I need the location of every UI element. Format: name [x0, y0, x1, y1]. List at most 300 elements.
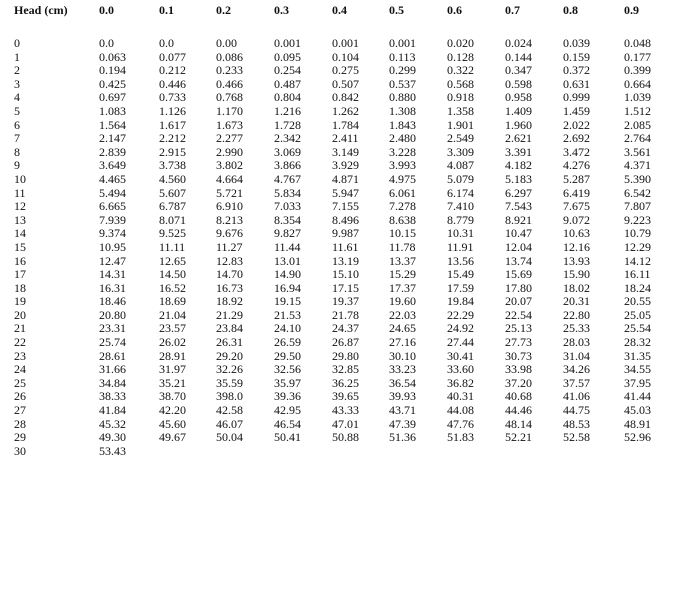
value-cell: 15.49: [447, 267, 474, 282]
value-cell: 6.910: [216, 199, 243, 214]
value-cell: 4.664: [216, 171, 243, 186]
value-cell: 5.079: [447, 171, 474, 186]
value-cell: 18.46: [99, 294, 126, 309]
value-cell: 2.549: [447, 131, 474, 146]
value-cell: 3.391: [505, 144, 532, 159]
value-cell: 39.36: [274, 389, 301, 404]
value-cell: 9.987: [332, 226, 359, 241]
value-cell: 2.480: [389, 131, 416, 146]
value-cell: 14.31: [99, 267, 126, 282]
value-cell: 24.10: [274, 321, 301, 336]
value-cell: 1.728: [274, 117, 301, 132]
value-cell: 47.39: [389, 416, 416, 431]
value-cell: 0.768: [216, 90, 243, 105]
value-cell: 14.90: [274, 267, 301, 282]
value-cell: 25.05: [624, 307, 651, 322]
table-row: [14, 418, 674, 432]
value-cell: 15.29: [389, 267, 416, 282]
table-row: [14, 119, 674, 133]
value-cell: 2.621: [505, 131, 532, 146]
value-cell: 19.84: [447, 294, 474, 309]
value-cell: 36.54: [389, 375, 416, 390]
table-row: [14, 445, 674, 459]
value-cell: 28.61: [99, 348, 126, 363]
value-cell: 25.33: [563, 321, 590, 336]
value-cell: 1.901: [447, 117, 474, 132]
value-cell: 51.36: [389, 430, 416, 445]
value-cell: 2.411: [332, 131, 359, 146]
value-cell: 0.425: [99, 76, 126, 91]
header-col-1: 0.0: [99, 3, 114, 17]
value-cell: 40.31: [447, 389, 474, 404]
value-cell: 6.297: [505, 185, 532, 200]
table-row: [14, 78, 674, 92]
value-cell: 1.843: [389, 117, 416, 132]
value-cell: 44.46: [505, 403, 532, 418]
value-cell: 2.839: [99, 144, 126, 159]
value-cell: 1.564: [99, 117, 126, 132]
value-cell: 11.11: [159, 239, 186, 254]
value-cell: 16.94: [274, 280, 301, 295]
value-cell: [159, 445, 216, 459]
value-cell: 25.74: [99, 335, 126, 350]
value-cell: 11.91: [447, 239, 474, 254]
value-cell: 0.233: [216, 63, 243, 78]
value-cell: 22.03: [389, 307, 416, 322]
value-cell: 10.47: [505, 226, 532, 241]
value-cell: 1.459: [563, 103, 590, 118]
value-cell: 51.83: [447, 430, 474, 445]
value-cell: [563, 445, 624, 459]
value-cell: 26.87: [332, 335, 359, 350]
row-head-cell: 30: [14, 443, 26, 458]
value-cell: 14.70: [216, 267, 243, 282]
value-cell: 46.07: [216, 416, 243, 431]
value-cell: 0.399: [624, 63, 651, 78]
row-head-cell: 0: [14, 36, 20, 50]
value-cell: 1.784: [332, 117, 359, 132]
value-cell: 3.472: [563, 144, 590, 159]
table-row: [14, 336, 674, 350]
value-cell: 0.537: [389, 76, 416, 91]
value-cell: 15.10: [332, 267, 359, 282]
table-row: [14, 187, 674, 201]
value-cell: 4.087: [447, 158, 474, 173]
value-cell: 8.354: [274, 212, 301, 227]
value-cell: 9.676: [216, 226, 243, 241]
value-cell: 1.308: [389, 103, 416, 118]
value-cell: 50.41: [274, 430, 301, 445]
value-cell: 0.063: [99, 49, 126, 64]
value-cell: 3.738: [159, 158, 186, 173]
value-cell: 0.347: [505, 63, 532, 78]
value-cell: 26.59: [274, 335, 301, 350]
table-row: [14, 91, 674, 105]
value-cell: 12.83: [216, 253, 243, 268]
value-cell: 30.73: [505, 348, 532, 363]
value-cell: 9.223: [624, 212, 651, 227]
value-cell: 3.228: [389, 144, 416, 159]
value-cell: 18.69: [159, 294, 186, 309]
value-cell: 18.92: [216, 294, 243, 309]
row-head-cell: 4: [14, 90, 20, 105]
table-row: [14, 241, 674, 255]
value-cell: 9.374: [99, 226, 126, 241]
value-cell: 3.802: [216, 158, 243, 173]
value-cell: 31.04: [563, 348, 590, 363]
value-cell: 0.095: [274, 49, 301, 64]
value-cell: 25.13: [505, 321, 532, 336]
value-cell: 31.66: [99, 362, 126, 377]
table-row: [14, 146, 674, 160]
value-cell: 1.126: [159, 103, 186, 118]
header-row: [14, 4, 674, 19]
value-cell: 49.30: [99, 430, 126, 445]
value-cell: 37.20: [505, 375, 532, 390]
value-cell: 0.999: [563, 90, 590, 105]
value-cell: 46.54: [274, 416, 301, 431]
value-cell: 7.807: [624, 199, 651, 214]
value-cell: 0.631: [563, 76, 590, 91]
value-cell: [447, 445, 505, 459]
value-cell: 10.63: [563, 226, 590, 241]
value-cell: 18.02: [563, 280, 590, 295]
value-cell: 33.60: [447, 362, 474, 377]
value-cell: 4.560: [159, 171, 186, 186]
table-header: [14, 4, 674, 19]
value-cell: 0.372: [563, 63, 590, 78]
value-cell: 12.65: [159, 253, 186, 268]
value-cell: 8.638: [389, 212, 416, 227]
value-cell: 4.465: [99, 171, 126, 186]
value-cell: 1.216: [274, 103, 301, 118]
value-cell: 26.02: [159, 335, 186, 350]
value-cell: 50.88: [332, 430, 359, 445]
row-head-cell: 5: [14, 103, 20, 118]
value-cell: 41.06: [563, 389, 590, 404]
value-cell: 13.56: [447, 253, 474, 268]
value-cell: 21.53: [274, 307, 301, 322]
value-cell: 35.21: [159, 375, 186, 390]
value-cell: 20.07: [505, 294, 532, 309]
value-cell: 0.697: [99, 90, 126, 105]
value-cell: 9.072: [563, 212, 590, 227]
value-cell: 8.213: [216, 212, 243, 227]
value-cell: 39.65: [332, 389, 359, 404]
row-head-cell: 15: [14, 239, 26, 254]
value-cell: 25.54: [624, 321, 651, 336]
header-col-4: 0.3: [274, 3, 289, 17]
value-cell: 24.37: [332, 321, 359, 336]
value-cell: 1.262: [332, 103, 359, 118]
row-head-cell: 26: [14, 389, 26, 404]
header-col-2: 0.1: [159, 3, 174, 17]
value-cell: 2.212: [159, 131, 186, 146]
row-head-cell: 11: [14, 185, 26, 200]
value-cell: 15.90: [563, 267, 590, 282]
value-cell: 44.08: [447, 403, 474, 418]
value-cell: 0.733: [159, 90, 186, 105]
table-row: [14, 159, 674, 173]
value-cell: 4.975: [389, 171, 416, 186]
row-head-cell: 2: [14, 63, 20, 78]
value-cell: 24.92: [447, 321, 474, 336]
value-cell: 12.47: [99, 253, 126, 268]
table-row: [14, 295, 674, 309]
value-cell: 1.673: [216, 117, 243, 132]
value-cell: 6.419: [563, 185, 590, 200]
value-cell: 3.069: [274, 144, 301, 159]
value-cell: 5.494: [99, 185, 126, 200]
value-cell: 8.496: [332, 212, 359, 227]
table-row: [14, 309, 674, 323]
value-cell: 3.993: [389, 158, 416, 173]
value-cell: 45.60: [159, 416, 186, 431]
value-cell: 2.277: [216, 131, 243, 146]
value-cell: 19.37: [332, 294, 359, 309]
value-cell: 0.194: [99, 63, 126, 78]
value-cell: 18.24: [624, 280, 651, 295]
table-body: [14, 19, 674, 458]
value-cell: 30.10: [389, 348, 416, 363]
value-cell: 0.128: [447, 49, 474, 64]
value-cell: 3.929: [332, 158, 359, 173]
value-cell: 0.077: [159, 49, 186, 64]
value-cell: 0.001: [389, 36, 416, 50]
value-cell: 53.43: [99, 443, 126, 458]
value-cell: 11.61: [332, 239, 359, 254]
value-cell: 4.767: [274, 171, 301, 186]
row-head-cell: 24: [14, 362, 26, 377]
value-cell: 1.083: [99, 103, 126, 118]
table-row: [14, 255, 674, 269]
row-head-cell: 3: [14, 76, 20, 91]
value-cell: 0.880: [389, 90, 416, 105]
row-head-cell: 18: [14, 280, 26, 295]
value-cell: 10.95: [99, 239, 126, 254]
value-cell: 0.001: [332, 36, 359, 50]
value-cell: 2.692: [563, 131, 590, 146]
table-row: [14, 390, 674, 404]
value-cell: 40.68: [505, 389, 532, 404]
table-row: [14, 431, 674, 445]
value-cell: 28.91: [159, 348, 186, 363]
value-cell: 1.358: [447, 103, 474, 118]
value-cell: 7.155: [332, 199, 359, 214]
value-cell: 34.55: [624, 362, 651, 377]
value-cell: 0.842: [332, 90, 359, 105]
value-cell: 13.19: [332, 253, 359, 268]
table-row: [14, 200, 674, 214]
row-head-cell: 8: [14, 144, 20, 159]
value-cell: 2.085: [624, 117, 651, 132]
row-head-cell: 20: [14, 307, 26, 322]
value-cell: 0.299: [389, 63, 416, 78]
value-cell: 2.990: [216, 144, 243, 159]
row-head-cell: 12: [14, 199, 26, 214]
table-row: [14, 64, 674, 78]
value-cell: 30.41: [447, 348, 474, 363]
value-cell: 24.65: [389, 321, 416, 336]
value-cell: 31.35: [624, 348, 651, 363]
value-cell: 23.84: [216, 321, 243, 336]
head-value-table: [14, 4, 674, 458]
value-cell: 4.182: [505, 158, 532, 173]
row-head-cell: 29: [14, 430, 26, 445]
value-cell: 12.04: [505, 239, 532, 254]
row-head-cell: 7: [14, 131, 20, 146]
table-row: [14, 51, 674, 65]
value-cell: 8.921: [505, 212, 532, 227]
value-cell: 13.74: [505, 253, 532, 268]
table-row: [14, 105, 674, 119]
value-cell: 0.177: [624, 49, 651, 64]
value-cell: 43.71: [389, 403, 416, 418]
value-cell: 3.149: [332, 144, 359, 159]
table-row: [14, 173, 674, 187]
table-row: [14, 214, 674, 228]
value-cell: 22.80: [563, 307, 590, 322]
value-cell: 26.31: [216, 335, 243, 350]
value-cell: 22.54: [505, 307, 532, 322]
value-cell: 52.21: [505, 430, 532, 445]
row-head-cell: 1: [14, 49, 20, 64]
value-cell: 21.29: [216, 307, 243, 322]
value-cell: 7.543: [505, 199, 532, 214]
row-head-cell: 25: [14, 375, 26, 390]
value-cell: 33.98: [505, 362, 532, 377]
table-row: [14, 37, 674, 51]
row-head-cell: 23: [14, 348, 26, 363]
value-cell: 7.278: [389, 199, 416, 214]
value-cell: 6.787: [159, 199, 186, 214]
value-cell: 16.73: [216, 280, 243, 295]
value-cell: 38.33: [99, 389, 126, 404]
value-cell: 5.183: [505, 171, 532, 186]
value-cell: 39.93: [389, 389, 416, 404]
header-col-5: 0.4: [332, 3, 347, 17]
value-cell: 45.03: [624, 403, 651, 418]
row-head-cell: 17: [14, 267, 26, 282]
value-cell: 0.446: [159, 76, 186, 91]
value-cell: 14.12: [624, 253, 651, 268]
value-cell: 5.390: [624, 171, 651, 186]
value-cell: 0.598: [505, 76, 532, 91]
value-cell: 52.96: [624, 430, 651, 445]
value-cell: 12.16: [563, 239, 590, 254]
value-cell: 0.212: [159, 63, 186, 78]
value-cell: 32.26: [216, 362, 243, 377]
table-row: [14, 363, 674, 377]
value-cell: 13.93: [563, 253, 590, 268]
value-cell: 28.32: [624, 335, 651, 350]
value-cell: 1.512: [624, 103, 651, 118]
table-row: [14, 282, 674, 296]
value-cell: 5.721: [216, 185, 243, 200]
row-head-cell: 19: [14, 294, 26, 309]
value-cell: 5.287: [563, 171, 590, 186]
value-cell: 7.033: [274, 199, 301, 214]
value-cell: 37.57: [563, 375, 590, 390]
value-cell: 52.58: [563, 430, 590, 445]
value-cell: 398.0: [216, 389, 243, 404]
value-cell: 0.568: [447, 76, 474, 91]
value-cell: 1.960: [505, 117, 532, 132]
value-cell: 23.57: [159, 321, 186, 336]
value-cell: 27.16: [389, 335, 416, 350]
value-cell: 28.03: [563, 335, 590, 350]
value-cell: 27.44: [447, 335, 474, 350]
value-cell: 1.409: [505, 103, 532, 118]
value-cell: 41.44: [624, 389, 651, 404]
value-cell: 32.56: [274, 362, 301, 377]
value-cell: 0.039: [563, 36, 590, 50]
value-cell: 0.664: [624, 76, 651, 91]
value-cell: 1.039: [624, 90, 651, 105]
value-cell: 36.82: [447, 375, 474, 390]
value-cell: 0.159: [563, 49, 590, 64]
value-cell: 6.542: [624, 185, 651, 200]
value-cell: 21.04: [159, 307, 186, 322]
table-row: [14, 404, 674, 418]
row-head-cell: 14: [14, 226, 26, 241]
row-head-cell: 22: [14, 335, 26, 350]
value-cell: 19.60: [389, 294, 416, 309]
value-cell: 14.50: [159, 267, 186, 282]
value-cell: 0.086: [216, 49, 243, 64]
value-cell: 0.958: [505, 90, 532, 105]
value-cell: 4.871: [332, 171, 359, 186]
value-cell: 45.32: [99, 416, 126, 431]
value-cell: 33.23: [389, 362, 416, 377]
value-cell: 0.487: [274, 76, 301, 91]
value-cell: 0.275: [332, 63, 359, 78]
value-cell: 42.58: [216, 403, 243, 418]
value-cell: 9.525: [159, 226, 186, 241]
value-cell: 0.804: [274, 90, 301, 105]
value-cell: 12.29: [624, 239, 651, 254]
value-cell: 17.59: [447, 280, 474, 295]
row-head-cell: 16: [14, 253, 26, 268]
value-cell: 0.466: [216, 76, 243, 91]
value-cell: 35.59: [216, 375, 243, 390]
value-cell: 11.27: [216, 239, 243, 254]
value-cell: 23.31: [99, 321, 126, 336]
value-cell: 50.04: [216, 430, 243, 445]
value-cell: 0.144: [505, 49, 532, 64]
value-cell: 38.70: [159, 389, 186, 404]
value-cell: 11.78: [389, 239, 416, 254]
row-head-cell: 10: [14, 171, 26, 186]
value-cell: 7.410: [447, 199, 474, 214]
table-row: [14, 268, 674, 282]
value-cell: 17.15: [332, 280, 359, 295]
value-cell: 3.649: [99, 158, 126, 173]
value-cell: 42.95: [274, 403, 301, 418]
header-col-3: 0.2: [216, 3, 231, 17]
value-cell: 13.37: [389, 253, 416, 268]
value-cell: 0.918: [447, 90, 474, 105]
value-cell: 4.371: [624, 158, 651, 173]
header-col-10: 0.9: [624, 3, 639, 17]
value-cell: [332, 445, 389, 459]
value-cell: 4.276: [563, 158, 590, 173]
value-cell: 2.022: [563, 117, 590, 132]
value-cell: 2.342: [274, 131, 301, 146]
value-cell: 5.607: [159, 185, 186, 200]
value-cell: 5.834: [274, 185, 301, 200]
value-cell: 16.11: [624, 267, 651, 282]
